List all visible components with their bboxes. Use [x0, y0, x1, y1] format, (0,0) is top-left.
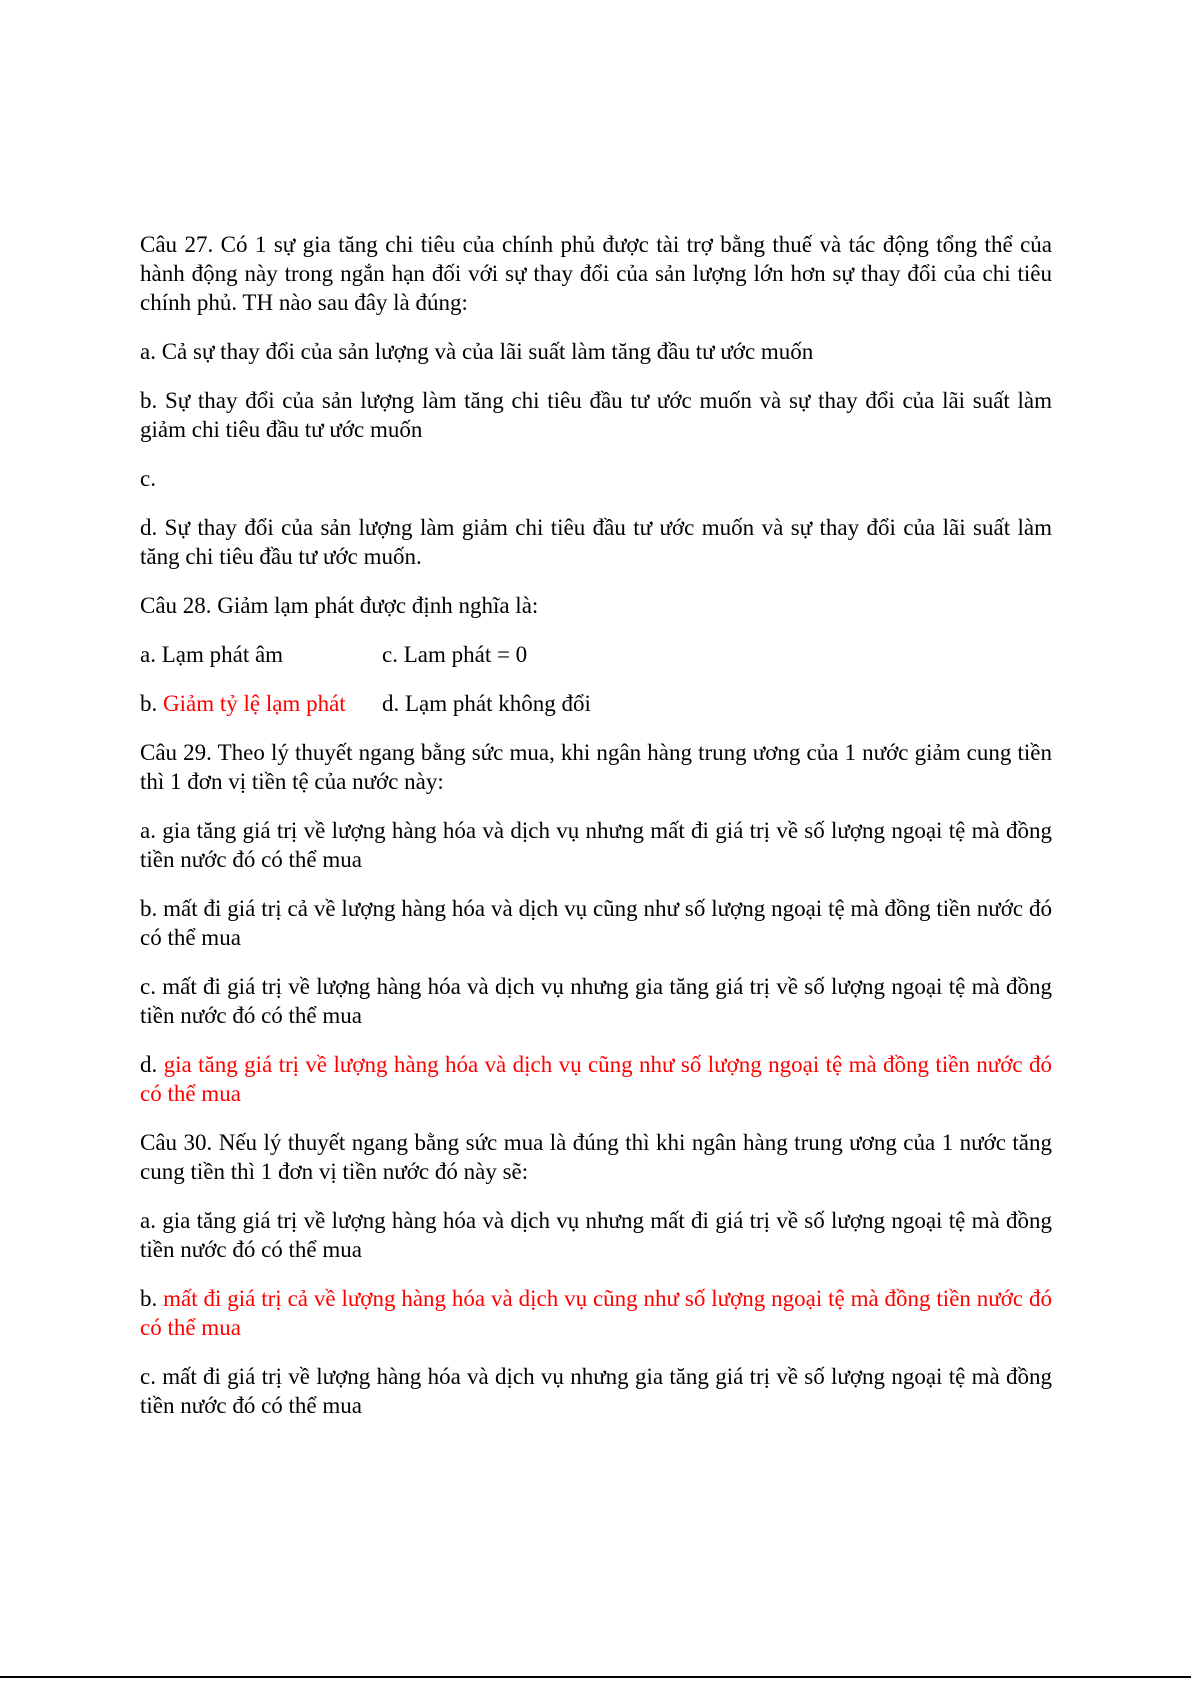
question-29: Câu 29. Theo lý thuyết ngang bằng sức mua, khi ngân hàng trung ương của 1 nước giảm cung tiền thì 1 đơn vị tiền tệ của nước này:	[140, 740, 1052, 794]
q27-option-a: a. Cả sự thay đổi của sản lượng và của lãi suất làm tăng đầu tư ước muốn	[140, 339, 814, 364]
q27-option-c: c.	[140, 466, 156, 491]
q28-options-row-1	[140, 640, 1052, 669]
q29-option-d-prefix: d.	[140, 1052, 164, 1077]
question-30: Câu 30. Nếu lý thuyết ngang bằng sức mua là đúng thì khi ngân hàng trung ương của 1 nước tăng cung tiền thì 1 đơn vị tiền nước đó này sẽ:	[140, 1130, 1052, 1184]
q27-option-d: d. Sự thay đổi của sản lượng làm giảm chi tiêu đầu tư ước muốn và sự thay đổi của lãi suất làm tăng chi tiêu đầu tư ước muốn.	[140, 515, 1052, 569]
q29-option-a: a. gia tăng giá trị về lượng hàng hóa và dịch vụ nhưng mất đi giá trị về số lượng ngoại tệ mà đồng tiền nước đó có thể mua	[140, 818, 1052, 872]
q27-option-b: b. Sự thay đổi của sản lượng làm tăng chi tiêu đầu tư ước muốn và sự thay đổi của lãi suất làm giảm chi tiêu đầu tư ước muốn	[140, 388, 1052, 442]
q28-option-b-answer: Giảm tỷ lệ lạm phát	[163, 691, 346, 716]
q28-option-b	[140, 689, 382, 718]
question-28: Câu 28. Giảm lạm phát được định nghĩa là:	[140, 593, 539, 618]
q29-option-d-answer: gia tăng giá trị về lượng hàng hóa và dịch vụ cũng như số lượng ngoại tệ mà đồng tiền nước đó có thể mua	[140, 1052, 1053, 1106]
q28-option-c: c. Lam phát = 0	[382, 642, 528, 667]
q30-option-b-answer: mất đi giá trị cả về lượng hàng hóa và dịch vụ cũng như số lượng ngoại tệ mà đồng tiền nước đó có thể mua	[140, 1286, 1053, 1340]
q29-option-d	[140, 1050, 1052, 1108]
q30-option-c: c. mất đi giá trị về lượng hàng hóa và dịch vụ nhưng gia tăng giá trị về số lượng ngoại tệ mà đồng tiền nước đó có thể mua	[140, 1364, 1052, 1418]
page-bottom-rule	[0, 1676, 1191, 1678]
q28-option-a: a. Lạm phát âm	[140, 642, 284, 667]
q28-options-row-2	[140, 689, 1052, 718]
q30-option-b-prefix: b.	[140, 1286, 164, 1311]
q30-option-a: a. gia tăng giá trị về lượng hàng hóa và dịch vụ nhưng mất đi giá trị về số lượng ngoại tệ mà đồng tiền nước đó có thể mua	[140, 1208, 1052, 1262]
q29-option-b: b. mất đi giá trị cả về lượng hàng hóa và dịch vụ cũng như số lượng ngoại tệ mà đồng tiền nước đó có thể mua	[140, 896, 1052, 950]
q28-option-d: d. Lạm phát không đổi	[382, 691, 591, 716]
question-27: Câu 27. Có 1 sự gia tăng chi tiêu của chính phủ được tài trợ bằng thuế và tác động tổng thể của hành động này trong ngắn hạn đối với sự thay đổi của sản lượng lớn hơn sự thay đổi của chi tiêu chính phủ. TH nào sau đây là đúng:	[140, 232, 1052, 315]
q28-option-b-prefix: b.	[140, 691, 163, 716]
q30-option-b	[140, 1284, 1052, 1342]
document-page	[140, 230, 1052, 1440]
q29-option-c: c. mất đi giá trị về lượng hàng hóa và dịch vụ nhưng gia tăng giá trị về số lượng ngoại tệ mà đồng tiền nước đó có thể mua	[140, 974, 1052, 1028]
